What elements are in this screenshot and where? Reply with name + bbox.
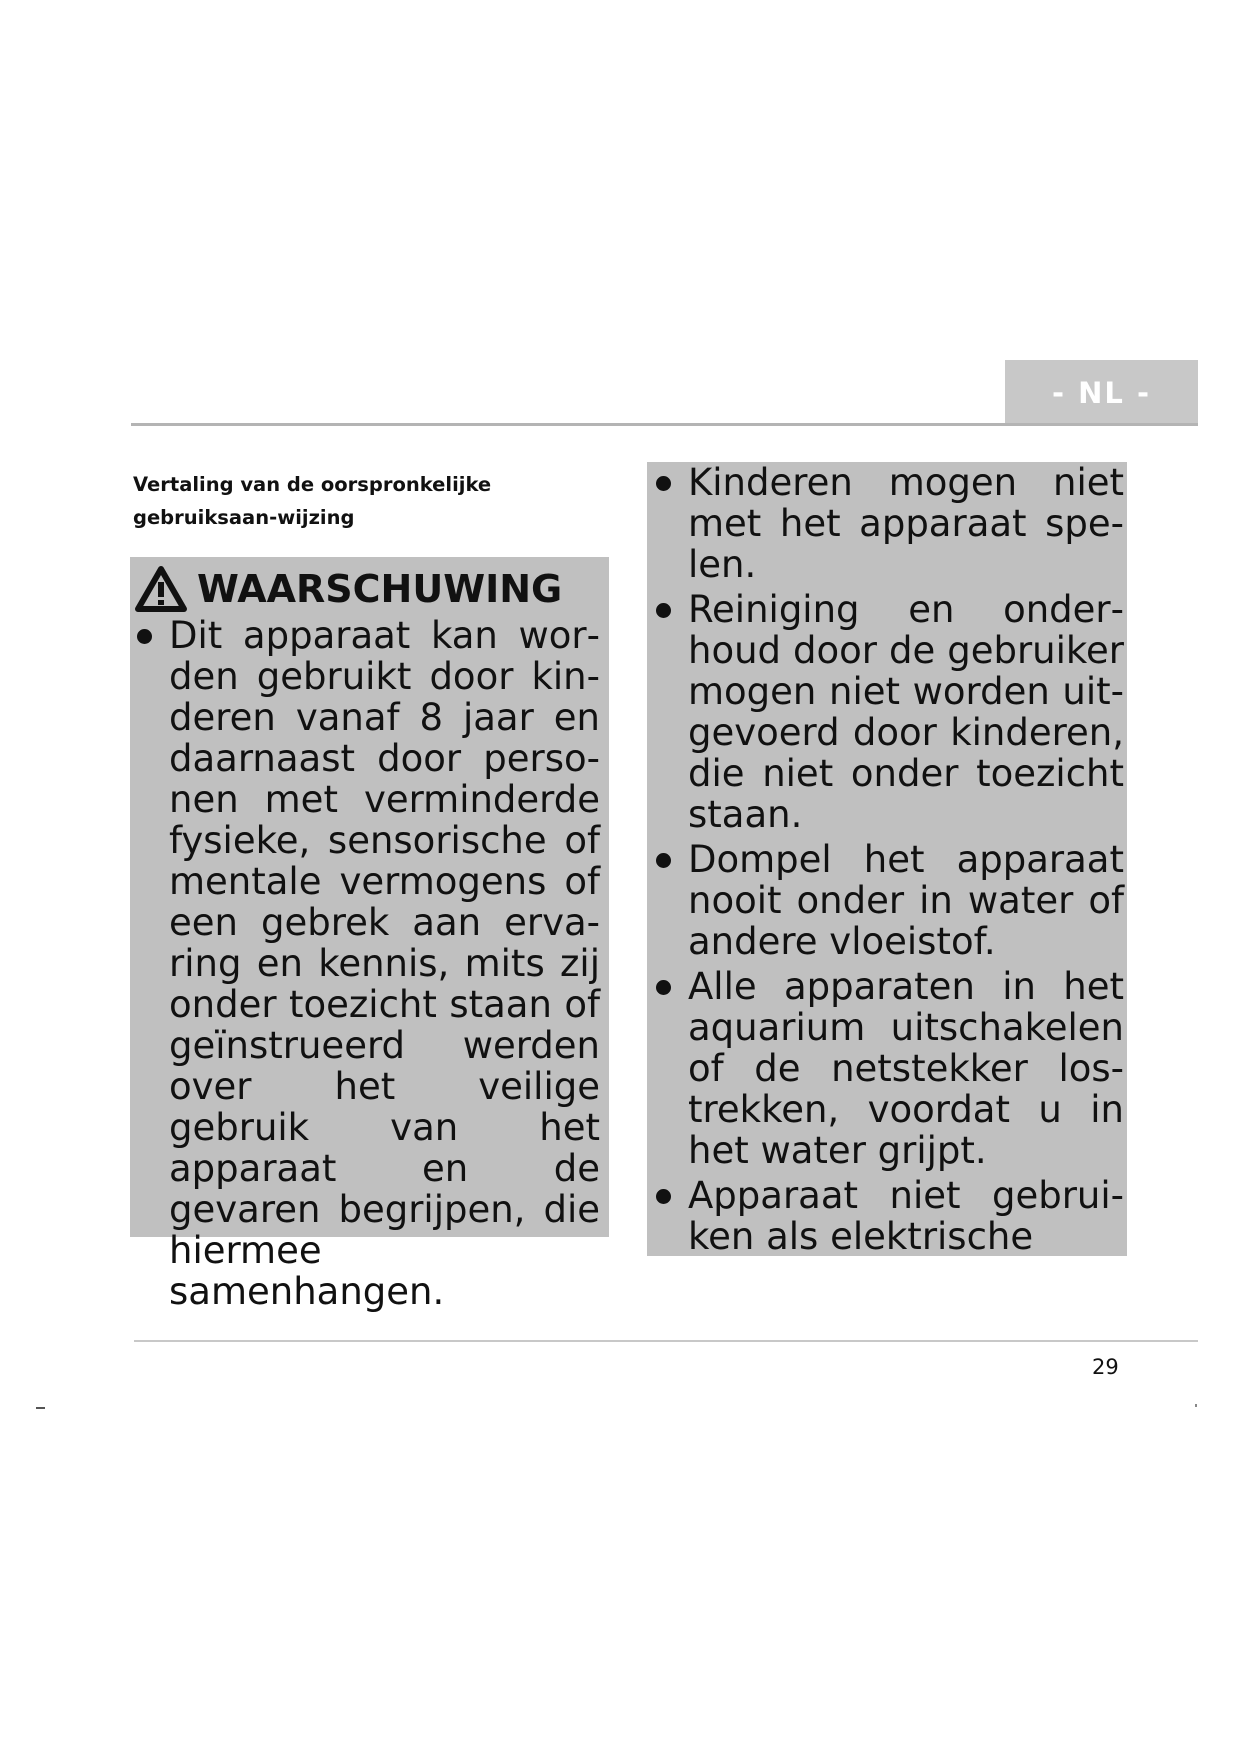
safety-item-electrical-use [654,1175,1124,1257]
bullet-icon [656,980,671,995]
header-divider [131,423,1198,426]
warning-heading-text: WAARSCHUWING [197,567,563,611]
safety-item-text: Alle apparaten in het aquarium uitschakelen of de netstekker lostrekken, voordat u in het water grijpt. [688,965,1124,1172]
crop-mark [36,1407,45,1409]
safety-item-immersion [654,839,1124,962]
bullet-icon [656,853,671,868]
crop-mark [1195,1404,1197,1407]
document-subtitle: Vertaling van de oorspronkelijke gebruiksaan-wijzing [133,473,492,529]
safety-instructions-box [647,462,1127,1256]
warning-item [135,615,600,1312]
safety-item-text: Kinderen mogen niet met het apparaat spelen. [688,461,1124,586]
page-number: 29 [1092,1355,1119,1379]
bullet-icon [137,629,152,644]
safety-item-text: Reiniging en onderhoud door de gebruiker mogen niet worden uitgevoerd door kinderen, die niet onder toezicht staan. [688,588,1124,836]
safety-item-children-play [654,462,1124,585]
warning-triangle-icon [135,566,187,612]
safety-item-switch-off [654,966,1124,1171]
safety-item-cleaning [654,589,1124,835]
warning-heading [135,563,600,615]
footer-divider [134,1340,1198,1342]
bullet-icon [656,603,671,618]
warning-box [130,557,609,1313]
warning-item-text: Dit apparaat kan worden gebruikt door kinderen vanaf 8 jaar en daarnaast door personen met verminderde fysieke, sensorische of mentale vermogens of een gebrek aan ervaring en kennis, mits zij onder toezicht staan of geïnstrueerd werden over het veilige gebruik van het apparaat en de gevaren begrijpen, die hiermee samenhangen. [169,614,600,1313]
bullet-icon [656,1189,671,1204]
bullet-icon [656,476,671,491]
safety-item-text: Apparaat niet gebruiken als elektrische [688,1174,1124,1258]
safety-item-text: Dompel het apparaat nooit onder in water of andere vloeistof. [688,838,1124,963]
language-tab: - NL - [1005,360,1198,425]
